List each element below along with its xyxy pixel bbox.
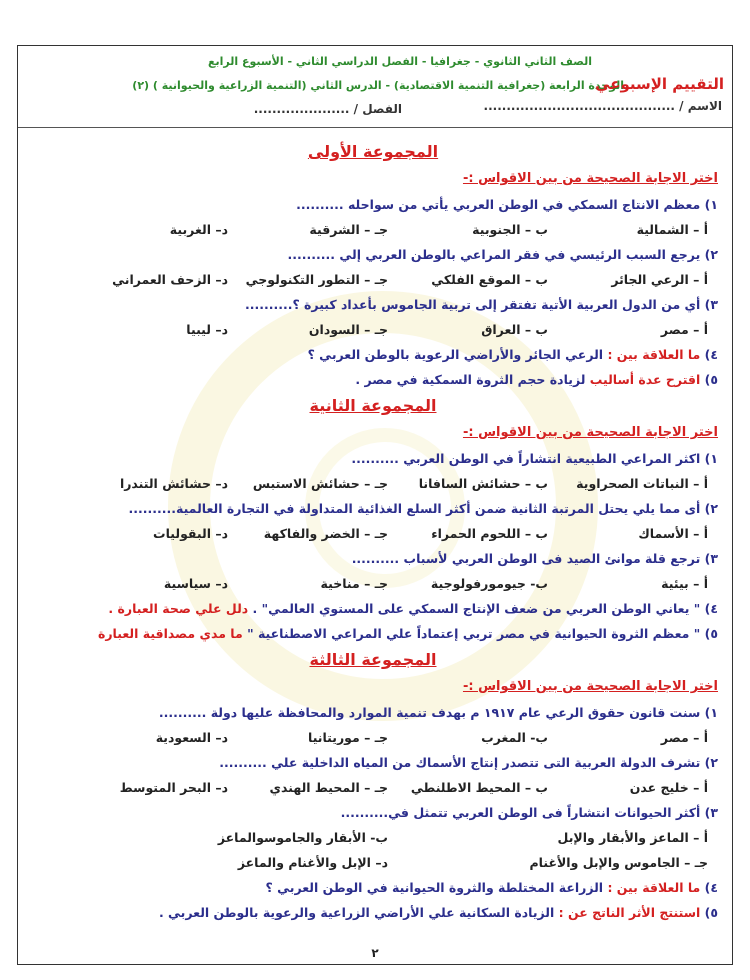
question-text: ترجع قلة موانئ الصيد فى الوطن العربي لأسباب .......... (351, 551, 701, 566)
group-title: المجموعة الأولى (307, 142, 439, 161)
group-title: المجموعة الثانية (309, 396, 437, 415)
question-number: ٥) (704, 905, 718, 920)
question (28, 750, 718, 775)
answer-options (28, 725, 718, 750)
answer-options (28, 267, 718, 292)
question (28, 900, 718, 925)
option-a[interactable]: أ – خليج عدن (629, 780, 708, 795)
answer-options (28, 850, 718, 875)
question-highlight: ما مدي مصداقية العبارة (97, 626, 243, 641)
question-text: اكثر المراعي الطبيعية انتشاراً في الوطن العربي .......... (351, 451, 701, 466)
question-text: يرجع السبب الرئيسي في فقر المراعي بالوطن العربي إلي .......... (287, 247, 701, 262)
option-a[interactable]: أ – الأسماك (638, 526, 708, 541)
question-number: ٣) (704, 297, 718, 312)
option-c[interactable]: جـ – السودان (308, 322, 388, 337)
question-highlight: استنتج الأثر الناتج عن : (558, 905, 701, 920)
option-c[interactable]: جـ – مناخية (320, 576, 388, 591)
question-number: ١) (704, 451, 718, 466)
option-c[interactable]: جـ – الجاموس والإبل والأغنام (529, 855, 708, 870)
question (28, 700, 718, 725)
option-b[interactable]: ب – الجنوبية (472, 222, 548, 237)
question (28, 596, 718, 621)
page-number: ٢ (371, 946, 379, 960)
question-number: ٢) (704, 247, 718, 262)
option-d[interactable]: د– الإبل والأغنام والماعز (237, 855, 388, 870)
group-instruction: اختر الاجابة الصحيحة من بين الاقواس :- (462, 679, 718, 694)
answer-options (28, 775, 718, 800)
option-c[interactable]: جـ – الشرقية (309, 222, 388, 237)
question-number: ٣) (704, 551, 718, 566)
question-text: أكثر الحيوانات انتشاراً فى الوطن العربي تتمثل في.......... (340, 805, 701, 820)
question-text: لزيادة حجم الثروة السمكية في مصر . (355, 372, 590, 387)
question (28, 546, 718, 571)
question-text: أي من الدول العربية الأتية تفتقر إلى تربية الجاموس بأعداد كبيرة ؟.......... (244, 297, 701, 312)
option-c[interactable]: جـ – التطور التكنولوجي (245, 272, 388, 287)
group-title: المجموعة الثالثة (309, 650, 437, 669)
option-d[interactable]: د– سياسية (163, 576, 228, 591)
question-number: ٤) (704, 601, 718, 616)
group-2 (28, 392, 718, 646)
option-d[interactable]: د– الزحف العمراني (112, 272, 228, 287)
question-highlight: ما العلاقة بين : (607, 347, 701, 362)
answer-options (28, 471, 718, 496)
question-text: الزيادة السكانية علي الأراضي الزراعية والرعوية بالوطن العربي . (158, 905, 559, 920)
option-b[interactable]: ب – العراق (481, 322, 548, 337)
answer-options (28, 317, 718, 342)
option-d[interactable]: د– ليبيا (186, 322, 228, 337)
option-b[interactable]: ب – حشائش السافانا (418, 476, 548, 491)
option-d[interactable]: د– الغربية (169, 222, 228, 237)
option-a[interactable]: أ – بيئية (661, 576, 708, 591)
question-text: الرعي الجائر والأراضي الرعوية بالوطن العربي ؟ (307, 347, 608, 362)
answer-options (28, 571, 718, 596)
question (28, 367, 718, 392)
option-d[interactable]: د– البقوليات (153, 526, 228, 541)
question-number: ٣) (704, 805, 718, 820)
option-b[interactable]: ب- جيومورفولوجية (430, 576, 548, 591)
question-highlight: اقترح عدة أساليب (589, 372, 701, 387)
answer-options (28, 825, 718, 850)
answer-options (28, 521, 718, 546)
question-number: ١) (704, 197, 718, 212)
question (28, 242, 718, 267)
question-number: ٢) (704, 755, 718, 770)
student-name-field[interactable]: الاسم / .......................................... (483, 99, 722, 113)
question-text: تشرف الدولة العربية التى تتصدر إنتاج الأسماك من المياه الداخلية علي .......... (219, 755, 701, 770)
question-number: ٢) (704, 501, 718, 516)
question-number: ٥) (704, 626, 718, 641)
class-field[interactable]: الفصل / ..................... (253, 102, 402, 116)
question (28, 292, 718, 317)
option-b[interactable]: ب- الأبقار والجاموسوالماعز (217, 830, 388, 845)
question (28, 800, 718, 825)
option-a[interactable]: أ – مصر (660, 322, 708, 337)
worksheet-header (17, 46, 732, 128)
group-instruction: اختر الاجابة الصحيحة من بين الاقواس :- (462, 171, 718, 186)
option-b[interactable]: ب – اللحوم الحمراء (431, 526, 548, 541)
option-a[interactable]: أ – النباتات الصحراوية (576, 476, 708, 491)
question-text: الزراعة المختلطة والثروة الحيوانية في الوطن العربي ؟ (265, 880, 608, 895)
option-a[interactable]: أ – الماعز والأبقار والإبل (557, 830, 708, 845)
option-a[interactable]: أ – الشمالية (636, 222, 708, 237)
question (28, 342, 718, 367)
question-highlight: دلل علي صحة العبارة . (108, 601, 249, 616)
question-number: ٥) (704, 372, 718, 387)
question-number: ١) (704, 705, 718, 720)
option-d[interactable]: د– البحر المتوسط (119, 780, 228, 795)
question-text: أى مما يلي يحتل المرتبة الثانية ضمن أكثر السلع الغذائية المتداولة في التجارة العالمية.......... (128, 501, 701, 516)
question (28, 496, 718, 521)
question-number: ٤) (704, 880, 718, 895)
question-text: سنت قانون حقوق الرعي عام ١٩١٧ م بهدف تنمية الموارد والمحافظة عليها دولة .......... (158, 705, 701, 720)
option-a[interactable]: أ – مصر (660, 730, 708, 745)
option-d[interactable]: د– حشائش التندرا (119, 476, 228, 491)
group-3 (28, 646, 718, 925)
option-a[interactable]: أ – الرعي الجائر (611, 272, 708, 287)
question (28, 621, 718, 646)
question (28, 446, 718, 471)
group-1 (28, 138, 718, 392)
question-text: معظم الانتاج السمكي في الوطن العربي يأتي من سواحله .......... (296, 197, 701, 212)
question-text: " معظم الثروة الحيوانية في مصر تربي إعتماداً علي المراعي الاصطناعية " (242, 626, 701, 641)
option-d[interactable]: د– السعودية (155, 730, 228, 745)
option-c[interactable]: جـ – الخضر والفاكهة (263, 526, 388, 541)
question-text: " يعاني الوطن العربي من ضعف الإنتاج السمكي على المستوي العالمي" . (248, 601, 701, 616)
option-c[interactable]: جـ – حشائش الاستبس (252, 476, 388, 491)
answer-options (28, 217, 718, 242)
question (28, 875, 718, 900)
worksheet-content (28, 138, 718, 925)
question-highlight: ما العلاقة بين : (607, 880, 701, 895)
option-b[interactable]: ب- المغرب (481, 730, 548, 745)
option-b[interactable]: ب – المحيط الاطلنطي (410, 780, 548, 795)
question (28, 192, 718, 217)
worksheet-page (17, 45, 733, 965)
option-b[interactable]: ب – الموقع الفلكي (431, 272, 548, 287)
option-c[interactable]: جـ – موريتانيا (308, 730, 388, 745)
question-number: ٤) (704, 347, 718, 362)
course-info: الصف الثاني الثانوي - جغرافيا - الفصل الدراسي الثاني - الأسبوع الرابع (207, 55, 592, 68)
lesson-info: الوحدة الرابعة (جغرافية التنمية الاقتصادية) - الدرس الثاني (التنمية الزراعية والحيوانية ) (٢) (132, 79, 624, 92)
option-c[interactable]: جـ – المحيط الهندي (269, 780, 388, 795)
weekly-evaluation-title: التقييم الإسبوعي (595, 75, 724, 93)
group-instruction: اختر الاجابة الصحيحة من بين الاقواس :- (462, 425, 718, 440)
